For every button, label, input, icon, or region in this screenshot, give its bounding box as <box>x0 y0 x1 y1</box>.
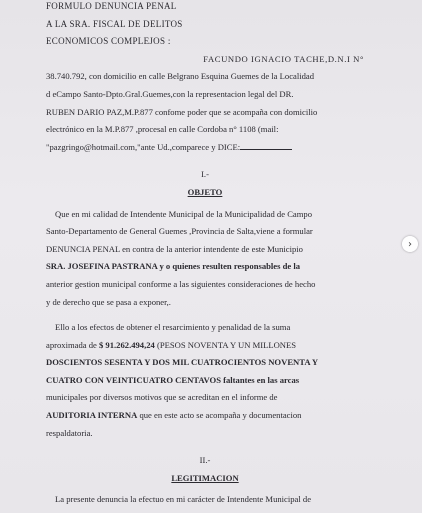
intro-line-5 <box>46 139 364 157</box>
intro-line-5-text: "pazgringo@hotmail.com,"ante Ud.,comparece y DICE: <box>46 141 241 152</box>
objeto-para2-line-4: CUATRO CON VEINTICUATRO CENTAVOS faltantes en las arcas <box>46 374 300 385</box>
chevron-right-icon: › <box>408 238 412 250</box>
intro-name-line: FACUNDO IGNACIO TACHE,D.N.I N° <box>203 53 364 64</box>
objeto-para2-line-2: aproximada de $ 91.262.494,24 (PESOS NOVENTA Y UN MILLONES <box>46 339 297 350</box>
intro-line-2: d eCampo Santo-Dpto.Gral.Guemes,con la representacion legal del DR. <box>46 88 294 99</box>
section-1-heading: OBJETO <box>187 186 223 197</box>
objeto-para2-line-3: DOSCIENTOS SESENTA Y DOS MIL CUATROCIENTOS NOVENTA Y <box>46 357 319 368</box>
document-body <box>46 0 364 509</box>
doc-title-line-3: ECONOMICOS COMPLEJOS : <box>46 36 171 47</box>
objeto-para1-line-1: Que en mi calidad de Intendente Municipal de la Municipalidad de Campo <box>55 208 313 219</box>
objeto-para2-line-6: AUDITORIA INTERNA que en este acto se acompaña y documentacion <box>46 410 302 421</box>
objeto-para2-line-7: respaldatoria. <box>46 427 93 438</box>
doc-title-line-2: A LA SRA. FISCAL DE DELITOS <box>46 18 183 29</box>
section-2-heading: LEGITIMACION <box>171 472 239 483</box>
objeto-para1-line-3: DENUNCIA PENAL en contra de la anterior intendente de este Municipio <box>46 243 303 254</box>
objeto-para1-line-4 <box>46 258 364 276</box>
objeto-para2-line-1: Ello a los efectos de obtener el resarcimiento y penalidad de la suma <box>55 322 291 333</box>
objeto-para1-line-5: anterior gestion municipal conforme a las siguientes consideraciones de hecho <box>46 278 316 289</box>
intro-line-4: electrónico en la M.P.877 ,procesal en calle Cordoba n° 1108 (mail: <box>46 124 279 135</box>
section-1-number: I.- <box>201 169 209 180</box>
doc-title-line-1: FORMULO DENUNCIA PENAL <box>46 1 177 11</box>
denounced-amount: $ 91.262.494,24 <box>98 339 155 350</box>
objeto-para1-line-6: y de derecho que se pasa a exponer,. <box>46 296 171 307</box>
objeto-para1-line-2: Santo-Departamento de General Guemes ,Provincia de Salta,viene a formular <box>46 226 313 237</box>
intro-line-3: RUBEN DARIO PAZ,M.P.877 confome poder que se acompaña con domicilio <box>46 106 318 117</box>
objeto-para2-line-5: municipales por diversos motivos que se acreditan en el informe de <box>46 392 278 403</box>
carousel-next-button[interactable] <box>402 236 418 252</box>
audit-report-term: AUDITORIA INTERNA <box>46 410 138 421</box>
objeto-para1-line-4-text: SRA. JOSEFINA PASTRANA y o quienes resulten responsables de la <box>46 261 301 272</box>
intro-line-1: 38.740.792, con domicilio en calle Belgrano Esquina Guemes de la Localidad <box>46 71 315 82</box>
legitimacion-para1-line-1: La presente denuncia la efectuo en mi carácter de Intendente Municipal de <box>55 494 312 505</box>
signature-blank-line <box>240 139 292 150</box>
section-2-number: II.- <box>199 455 211 466</box>
